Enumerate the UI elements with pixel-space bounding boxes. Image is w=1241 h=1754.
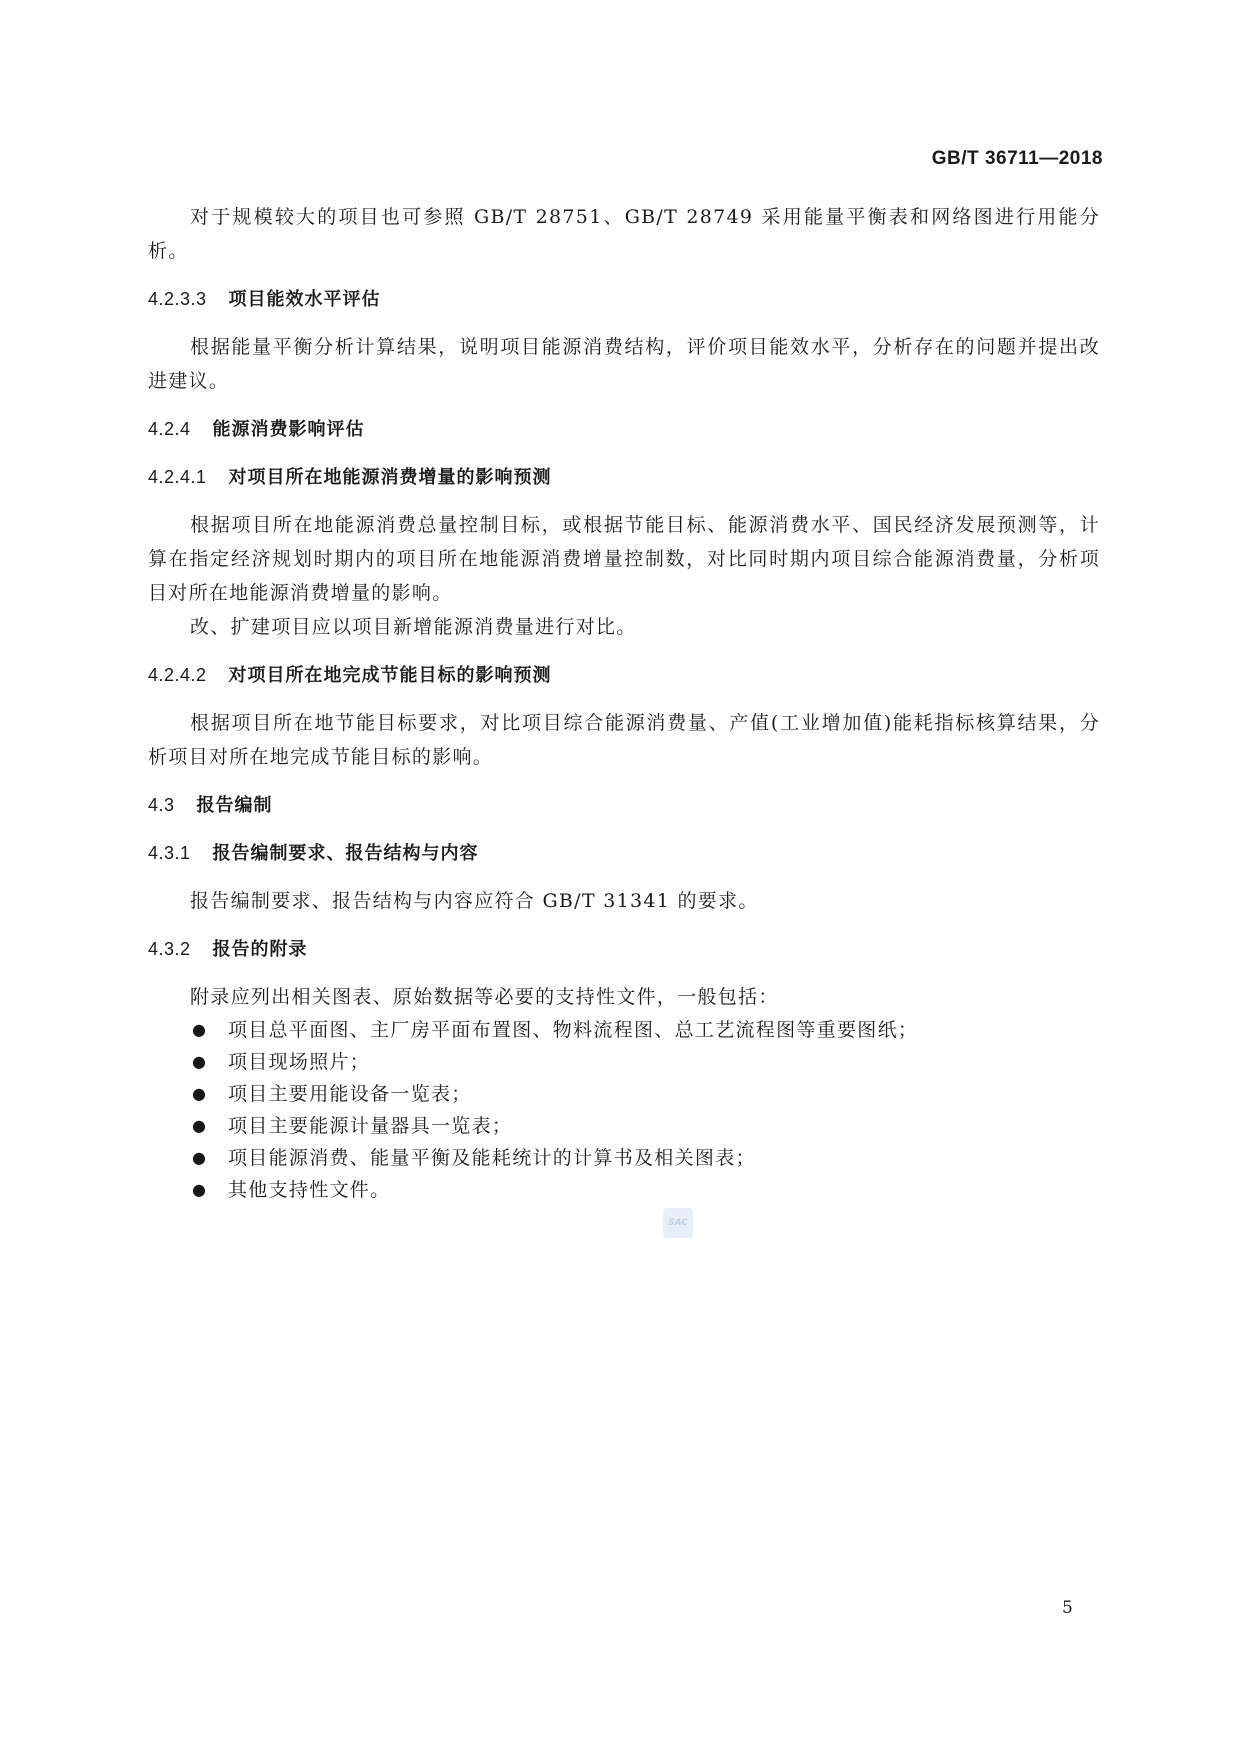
heading-4-2-3-3	[148, 282, 1100, 316]
heading-title: 报告编制要求、报告结构与内容	[212, 843, 479, 864]
bullet-icon: ●	[192, 1148, 208, 1167]
heading-4-3-2	[148, 932, 1100, 966]
heading-number: 4.3	[148, 795, 175, 815]
paragraph-expansion-projects: 改、扩建项目应以项目新增能源消费量进行对比。	[190, 616, 637, 638]
heading-4-3	[148, 788, 1100, 822]
heading-4-3-1	[148, 836, 1100, 870]
list-item: ● 项目主要用能设备一览表；	[148, 1078, 1100, 1110]
heading-title: 报告的附录	[212, 939, 308, 960]
paragraph-energy-balance: 对于规模较大的项目也可参照 GB/T 28751、GB/T 28749 采用能量平衡表和网络图进行用能分析。	[148, 206, 1100, 262]
bullet-icon: ●	[192, 1084, 208, 1103]
heading-4-2-4-2	[148, 658, 1100, 692]
heading-number: 4.3.1	[148, 843, 191, 863]
sac-watermark-icon: SAC	[663, 1208, 693, 1238]
list-item: ● 其他支持性文件。	[148, 1174, 1100, 1206]
document-body	[148, 200, 1100, 1206]
list-item: ● 项目现场照片；	[148, 1046, 1100, 1078]
heading-number: 4.3.2	[148, 939, 191, 959]
paragraph-report-requirements: 报告编制要求、报告结构与内容应符合 GB/T 31341 的要求。	[190, 890, 759, 912]
heading-title: 对项目所在地能源消费增量的影响预测	[228, 467, 552, 488]
paragraph-consumption-increment: 根据项目所在地能源消费总量控制目标，或根据节能目标、能源消费水平、国民经济发展预测等，计算在指定经济规划时期内的项目所在地能源消费增量控制数，对比同时期内项目综合能源消费量，分析项目对所在地能源消费增量的影响。	[148, 514, 1100, 604]
heading-number: 4.2.4	[148, 419, 191, 439]
heading-title: 报告编制	[196, 795, 273, 816]
list-item: ● 项目主要能源计量器具一览表；	[148, 1110, 1100, 1142]
heading-number: 4.2.4.1	[148, 467, 207, 487]
heading-title: 能源消费影响评估	[212, 419, 365, 440]
heading-title: 对项目所在地完成节能目标的影响预测	[228, 665, 552, 686]
paragraph-efficiency-evaluation: 根据能量平衡分析计算结果，说明项目能源消费结构，评价项目能效水平，分析存在的问题并提出改进建议。	[148, 336, 1100, 392]
paragraph-appendix-intro: 附录应列出相关图表、原始数据等必要的支持性文件，一般包括：	[190, 986, 779, 1008]
list-item: ● 项目能源消费、能量平衡及能耗统计的计算书及相关图表；	[148, 1142, 1100, 1174]
bullet-icon: ●	[192, 1020, 208, 1039]
list-item: ● 项目总平面图、主厂房平面布置图、物料流程图、总工艺流程图等重要图纸；	[148, 1014, 1100, 1046]
page-number: 5	[1062, 1598, 1073, 1618]
heading-number: 4.2.4.2	[148, 665, 207, 685]
bullet-icon: ●	[192, 1116, 208, 1135]
heading-4-2-4-1	[148, 460, 1100, 494]
heading-title: 项目能效水平评估	[228, 289, 381, 310]
heading-4-2-4	[148, 412, 1100, 446]
bullet-icon: ●	[192, 1180, 208, 1199]
bullet-icon: ●	[192, 1052, 208, 1071]
paragraph-saving-target-impact: 根据项目所在地节能目标要求，对比项目综合能源消费量、产值(工业增加值)能耗指标核算结果，分析项目对所在地完成节能目标的影响。	[148, 712, 1100, 768]
appendix-list	[148, 1014, 1100, 1206]
heading-number: 4.2.3.3	[148, 289, 207, 309]
standard-code-header: GB/T 36711—2018	[931, 148, 1103, 169]
